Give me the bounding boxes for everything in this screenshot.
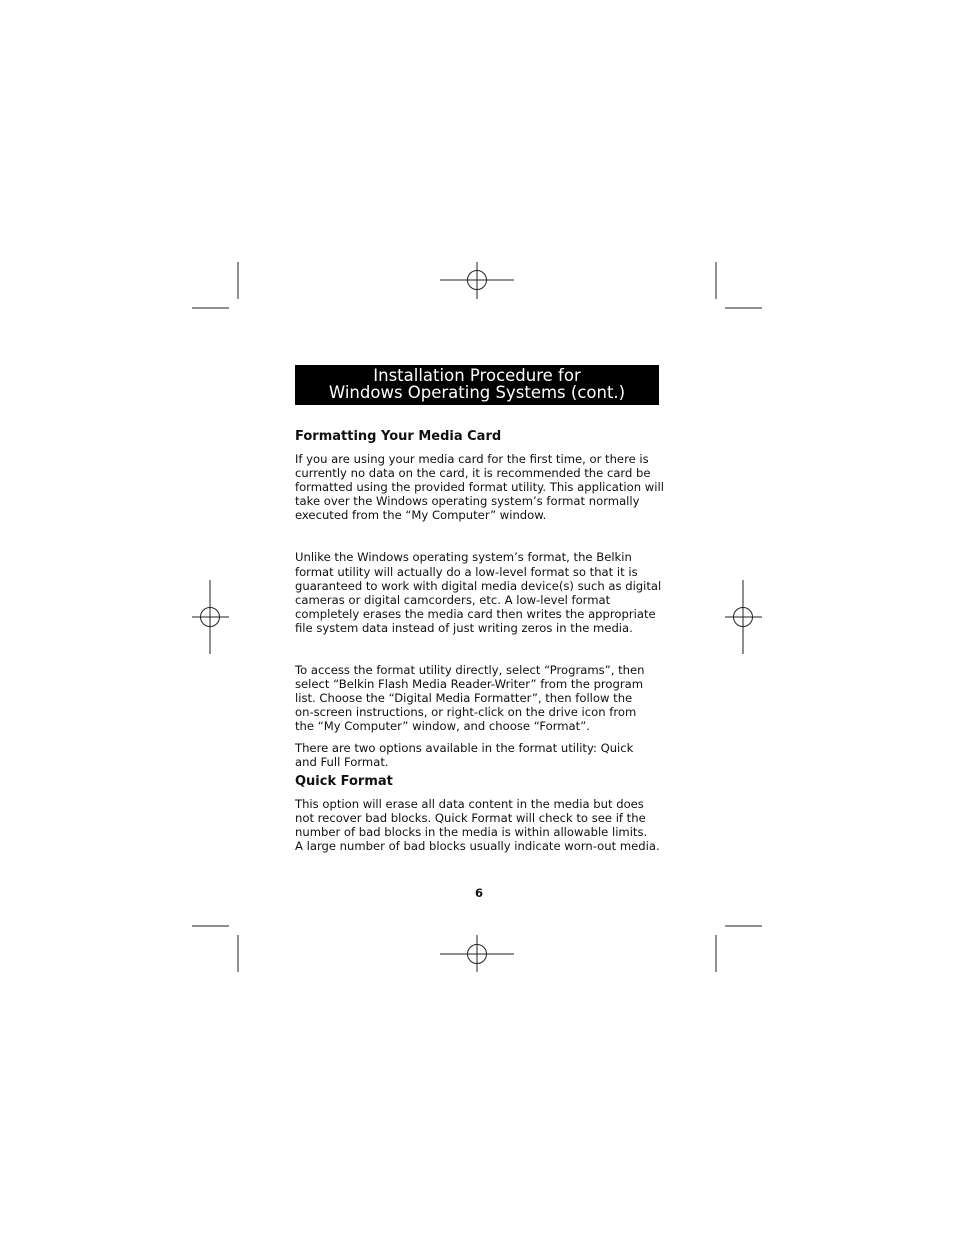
text-line: formatted using the provided format utility. This application will	[295, 480, 664, 495]
text-line: A large number of bad blocks usually indicate worn-out media.	[295, 838, 660, 853]
text-line: There are two options available in the format utility: Quick	[295, 740, 634, 755]
page-body	[295, 429, 664, 853]
low-level-format-paragraph	[295, 550, 660, 635]
text-line: This option will erase all data content in the media but does	[295, 796, 644, 811]
text-line: format utility will actually do a low-level format so that it is	[295, 564, 638, 579]
registration-mark-top-icon	[440, 262, 514, 299]
text-line: completely erases the media card then writes the appropriate	[295, 606, 656, 621]
access-utility-paragraph	[295, 663, 660, 733]
formatting-intro-paragraph	[295, 452, 664, 523]
formatting-heading: Formatting Your Media Card	[295, 429, 502, 444]
text-line: the “My Computer” window, and choose “Format”.	[295, 719, 590, 734]
quick-format-heading: Quick Format	[295, 773, 393, 789]
crop-mark-bottom-right	[716, 926, 762, 972]
quick-format-paragraph	[295, 797, 660, 853]
crop-mark-bottom-left	[192, 926, 238, 972]
text-line: take over the Windows operating system’s format normally	[295, 494, 640, 509]
text-line: guaranteed to work with digital media device(s) such as digital	[295, 578, 662, 593]
text-line: To access the format utility directly, select “Programs”, then	[295, 663, 645, 678]
text-line: not recover bad blocks. Quick Format will check to see if the	[295, 810, 646, 825]
registration-mark-right-icon	[725, 580, 762, 654]
crop-mark-top-left	[192, 262, 238, 308]
text-line: Unlike the Windows operating system’s format, the Belkin	[295, 550, 632, 565]
registration-mark-left-icon	[192, 580, 229, 654]
text-line: number of bad blocks in the media is within allowable limits.	[295, 824, 648, 839]
registration-mark-bottom-icon	[440, 935, 514, 972]
text-line: file system data instead of just writing zeros in the media.	[295, 620, 633, 635]
crop-mark-top-right	[716, 262, 762, 308]
section-title-line-1: Installation Procedure for	[373, 366, 581, 385]
text-line: on-screen instructions, or right-click on the drive icon from	[295, 705, 637, 720]
text-line: and Full Format.	[295, 754, 389, 769]
text-line: select “Belkin Flash Media Reader-Writer” from the program	[295, 677, 644, 692]
text-line: currently no data on the card, it is recommended the card be	[295, 466, 651, 481]
section-title-line-2: Windows Operating Systems (cont.)	[328, 383, 626, 402]
format-options-paragraph	[295, 741, 660, 769]
text-line: cameras or digital camcorders, etc. A low-level format	[295, 592, 611, 607]
text-line: list. Choose the “Digital Media Formatter”, then follow the	[295, 691, 633, 706]
text-line: executed from the “My Computer” window.	[295, 508, 547, 523]
section-title-banner	[295, 365, 659, 405]
text-line: If you are using your media card for the first time, or there is	[295, 452, 649, 466]
page-number: 6	[474, 886, 483, 900]
